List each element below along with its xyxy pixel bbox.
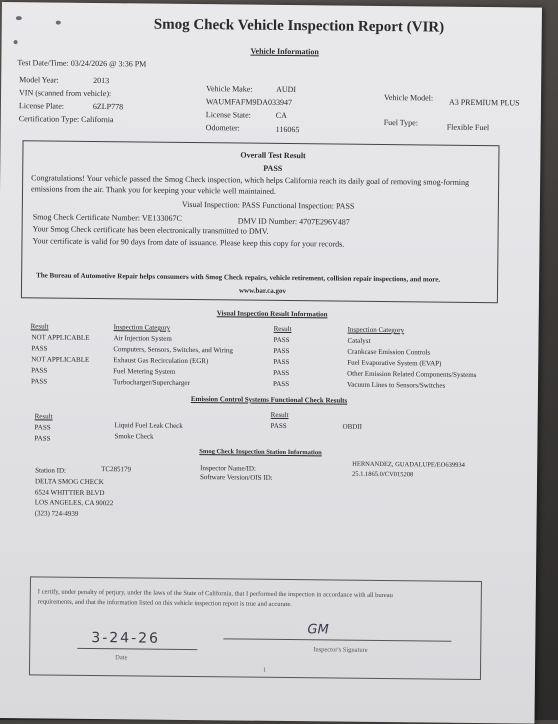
model-value: A3 PREMIUM PLUS [448,97,520,108]
visual-left-result: PASS [30,377,48,386]
odometer-value: 116065 [275,124,300,135]
bar-website: www.bar.ca.gov [238,286,287,295]
visual-right-result: PASS [272,379,290,389]
software-label: Software Version/OIS ID: [199,473,273,482]
bar-message: The Bureau of Automotive Repair helps consumers with Smog Check repairs, vehicle retirement, collision repair inspections, and more. [36,271,441,284]
station-id-label: Station ID: [35,466,67,475]
functional-left-category: Liquid Fuel Leak Check [114,421,183,430]
congrats-line-1: Congratulations! Your vehicle passed the Smog Check inspection, which helps California reach its daily goal of removing smog-forming [31,173,470,187]
visual-left-category: Turbocharger/Supercharger [112,378,190,387]
odometer-label: Odometer: [205,123,240,133]
dmv-id: DMV ID Number: 4707E296V487 [237,216,350,227]
functional-result-header-left: Result [34,412,53,421]
visual-result-header-right: Result [273,324,292,334]
model-year-label: Model Year: [19,75,59,85]
validity-note: Your certificate is valid for 90 days from date of issuance. Please keep this copy for your records. [32,236,345,249]
station-heading: Smog Check Inspection Station Information [199,448,322,457]
visual-left-category: Fuel Metering System [113,367,176,376]
fuel-label: Fuel Type: [383,118,418,128]
visual-right-result: PASS [273,357,290,367]
model-year-value: 2013 [93,75,110,86]
handwritten-date: 3-24-26 [91,629,161,647]
station-name: DELTA SMOG CHECK [34,477,104,487]
visual-left-category: Computers, Sensors, Switches, and Wiring [113,345,233,355]
state-value: CA [275,110,287,120]
functional-left-category: Smoke Check [114,432,154,441]
certification-statement-2: requirements, and that the information listed on this vehicle inspection report is true and accurate. [37,598,292,609]
station-id-value: TC285179 [101,465,132,474]
visual-right-category: Vacuum Lines to Sensors/Switches [346,380,446,390]
paper-speck [14,40,18,44]
congrats-line-2: emissions from the air. Thank you for keeping your vehicle well maintained. [30,184,276,196]
functional-heading: Emission Control Systems Functional Check Results [190,394,348,405]
station-address-1: 6524 WHITTIER BLVD [34,488,105,498]
page-mark: 1 [262,666,267,674]
vin-value: WAUMFAFM9DA033947 [205,97,293,108]
functional-result-header-right: Result [270,410,289,420]
fuel-value: Flexible Fuel [446,122,490,133]
functional-right-category: OBDII [342,422,363,431]
visual-category-header-right: Inspection Category [347,325,405,335]
paper-speck [16,16,22,20]
visual-right-category: Other Emission Related Components/Systems [347,369,477,379]
functional-left-result: PASS [34,434,51,443]
inspector-signature: GM [307,622,329,638]
plate-value: 6ZLP778 [92,101,124,112]
visual-right-category: Catalyst [347,336,371,345]
report-title: Smog Check Vehicle Inspection Report (VIR) [153,16,445,36]
make-value: AUDI [276,84,297,95]
visual-result-header-left: Result [30,322,49,331]
make-label: Vehicle Make: [206,84,253,94]
model-label: Vehicle Model: [383,93,434,103]
signature-label: Inspector's Signature [313,646,368,654]
visual-functional-summary: Visual Inspection: PASS Functional Inspection: PASS [181,199,355,211]
visual-right-result: PASS [273,346,290,356]
test-datetime: Test Date/Time: 03/24/2026 @ 3:36 PM [17,58,147,69]
paper-speck [56,21,61,25]
visual-left-category: Exhaust Gas Recirculation (EGR) [113,356,209,366]
inspection-report-page [0,2,542,724]
certification-statement-1: I certify, under penalty of perjury, under the laws of the State of California, that I performed the inspection in accordance with all bureau [37,588,393,600]
visual-right-result: PASS [273,368,290,378]
inspector-label: Inspector Name/ID: [200,464,256,473]
visual-right-category: Crankcase Emission Controls [347,347,431,357]
date-label: Date [115,654,128,662]
visual-left-category: Air Injection System [113,334,172,343]
visual-left-result: NOT APPLICABLE [31,355,90,364]
visual-left-result: PASS [31,366,48,375]
visual-category-header-left: Inspection Category [113,323,171,332]
vehicle-info-heading: Vehicle Information [250,46,319,57]
station-address-2: LOS ANGELES, CA 90022 [34,498,114,508]
vin-label: VIN (scanned from vehicle): [19,88,112,99]
station-phone: (323) 724-4939 [34,509,79,518]
functional-right-result: PASS [270,421,287,431]
software-value: 25.1.1865.0/CV015208 [352,470,414,479]
functional-left-result: PASS [34,423,51,432]
overall-result: PASS [263,163,283,173]
visual-right-category: Fuel Evaporative System (EVAP) [347,358,442,368]
plate-label: License Plate: [18,101,65,111]
visual-left-result: NOT APPLICABLE [31,333,90,342]
state-label: License State: [205,110,251,120]
visual-left-result: PASS [31,344,48,353]
certificate-number: Smog Check Certificate Number: VE133067C [32,212,182,223]
inspector-value: HERNANDEZ, GUADALUPE/EO639934 [352,460,465,469]
overall-heading: Overall Test Result [240,150,306,161]
visual-heading: Visual Inspection Result Information [216,309,328,319]
cert-type: Certification Type: California [18,114,114,125]
transmitted-note: Your Smog Check certificate has been electronically transmitted to DMV. [32,224,269,236]
visual-right-result: PASS [273,335,290,345]
